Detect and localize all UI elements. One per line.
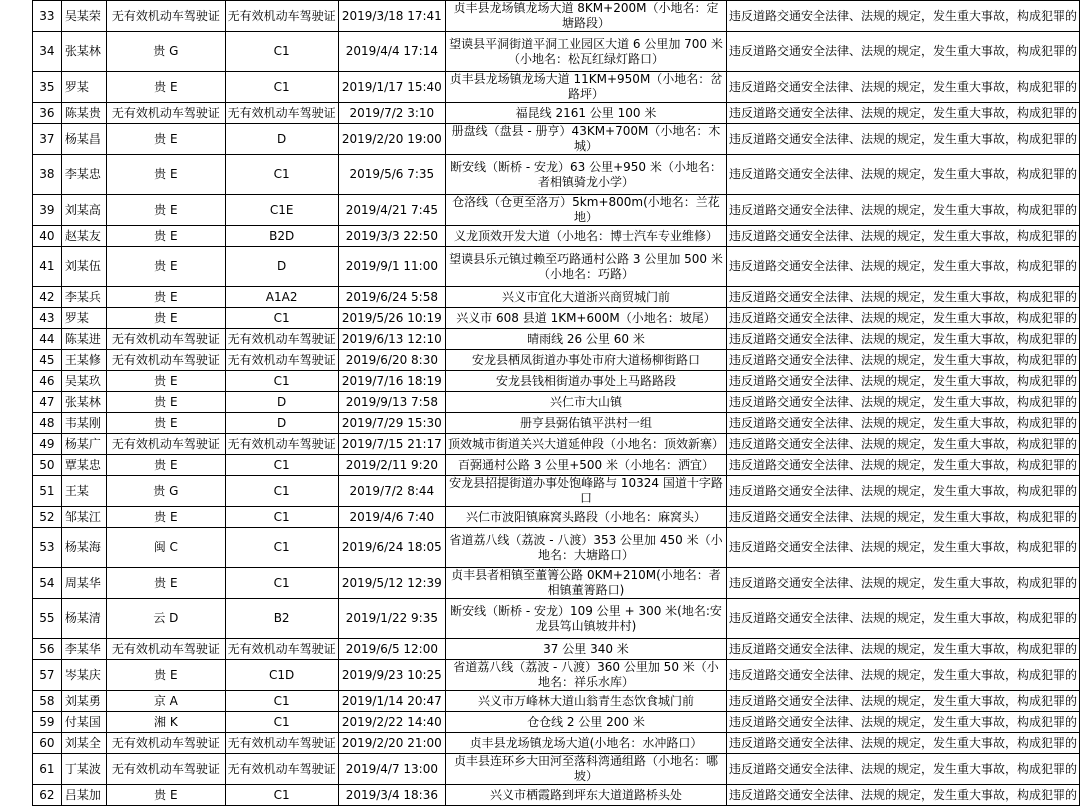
incident-time-cell: 2019/1/22 9:35 bbox=[338, 599, 445, 639]
incident-time-cell: 2019/2/20 21:00 bbox=[338, 733, 445, 754]
incident-time-cell: 2019/1/17 15:40 bbox=[338, 72, 445, 103]
license-class-cell: 无有效机动车驾驶证 bbox=[225, 103, 338, 124]
person-name-cell: 王某修 bbox=[61, 350, 106, 371]
record-number-cell: 44 bbox=[33, 329, 62, 350]
table-row bbox=[33, 476, 1080, 507]
incident-location-cell: 安龙县栖凤街道办事处市府大道杨柳街路口 bbox=[446, 350, 727, 371]
table-row bbox=[33, 308, 1080, 329]
incident-location-cell: 兴仁市波阳镇麻窝头路段（小地名：麻窝头） bbox=[446, 507, 727, 528]
incident-location-cell: 贞丰县龙场镇龙场大道 11KM+950M（小地名：岔路坪） bbox=[446, 72, 727, 103]
record-number-cell: 46 bbox=[33, 371, 62, 392]
violation-reason-cell: 违反道路交通安全法律、法规的规定，发生重大事故，构成犯罪的 bbox=[726, 528, 1079, 568]
incident-location-cell: 顶效城市街道关兴大道延伸段（小地名：顶效新寨） bbox=[446, 434, 727, 455]
incident-time-cell: 2019/4/6 7:40 bbox=[338, 507, 445, 528]
person-name-cell: 覃某忠 bbox=[61, 455, 106, 476]
incident-time-cell: 2019/9/23 10:25 bbox=[338, 660, 445, 691]
person-name-cell: 刘某勇 bbox=[61, 691, 106, 712]
record-number-cell: 58 bbox=[33, 691, 62, 712]
record-number-cell: 47 bbox=[33, 392, 62, 413]
license-class-cell: C1 bbox=[225, 155, 338, 195]
incident-time-cell: 2019/9/1 11:00 bbox=[338, 247, 445, 287]
incident-location-cell: 仓仓线 2 公里 200 米 bbox=[446, 712, 727, 733]
violation-reason-cell: 违反道路交通安全法律、法规的规定，发生重大事故，构成犯罪的 bbox=[726, 1, 1079, 32]
incident-time-cell: 2019/6/13 12:10 bbox=[338, 329, 445, 350]
violation-reason-cell: 违反道路交通安全法律、法规的规定，发生重大事故，构成犯罪的 bbox=[726, 568, 1079, 599]
table-row bbox=[33, 712, 1080, 733]
violation-reason-cell: 违反道路交通安全法律、法规的规定，发生重大事故，构成犯罪的 bbox=[726, 371, 1079, 392]
license-class-cell: C1 bbox=[225, 785, 338, 806]
person-name-cell: 邹某江 bbox=[61, 507, 106, 528]
table-row bbox=[33, 733, 1080, 754]
table-row bbox=[33, 599, 1080, 639]
person-name-cell: 吴某玖 bbox=[61, 371, 106, 392]
table-row bbox=[33, 371, 1080, 392]
license-class-cell: C1 bbox=[225, 455, 338, 476]
violation-reason-cell: 违反道路交通安全法律、法规的规定，发生重大事故，构成犯罪的 bbox=[726, 660, 1079, 691]
person-name-cell: 张某林 bbox=[61, 32, 106, 72]
person-name-cell: 李某忠 bbox=[61, 155, 106, 195]
license-class-cell: C1 bbox=[225, 507, 338, 528]
violation-reason-cell: 违反道路交通安全法律、法规的规定，发生重大事故，构成犯罪的 bbox=[726, 691, 1079, 712]
person-name-cell: 刘某高 bbox=[61, 195, 106, 226]
incident-time-cell: 2019/4/7 13:00 bbox=[338, 754, 445, 785]
record-number-cell: 55 bbox=[33, 599, 62, 639]
license-class-cell: C1 bbox=[225, 712, 338, 733]
license-class-cell: C1 bbox=[225, 528, 338, 568]
violation-reason-cell: 违反道路交通安全法律、法规的规定，发生重大事故，构成犯罪的 bbox=[726, 392, 1079, 413]
license-class-cell: 无有效机动车驾驶证 bbox=[225, 754, 338, 785]
table-row bbox=[33, 350, 1080, 371]
record-number-cell: 61 bbox=[33, 754, 62, 785]
person-name-cell: 罗某 bbox=[61, 72, 106, 103]
person-name-cell: 付某国 bbox=[61, 712, 106, 733]
license-issuer-cell: 无有效机动车驾驶证 bbox=[107, 733, 226, 754]
license-issuer-cell: 贵 E bbox=[107, 195, 226, 226]
incident-time-cell: 2019/6/20 8:30 bbox=[338, 350, 445, 371]
table-row bbox=[33, 660, 1080, 691]
violation-reason-cell: 违反道路交通安全法律、法规的规定，发生重大事故，构成犯罪的 bbox=[726, 226, 1079, 247]
incident-location-cell: 省道荔八线（荔波 - 八渡）353 公里加 450 米（小地名：大塘路口） bbox=[446, 528, 727, 568]
person-name-cell: 刘某全 bbox=[61, 733, 106, 754]
person-name-cell: 罗某 bbox=[61, 308, 106, 329]
license-class-cell: C1 bbox=[225, 32, 338, 72]
record-number-cell: 51 bbox=[33, 476, 62, 507]
license-issuer-cell: 贵 E bbox=[107, 247, 226, 287]
license-class-cell: C1 bbox=[225, 691, 338, 712]
license-class-cell: C1 bbox=[225, 476, 338, 507]
record-number-cell: 45 bbox=[33, 350, 62, 371]
incident-location-cell: 仓洛线（仓更至洛万）5km+800m(小地名：兰花地） bbox=[446, 195, 727, 226]
violation-reason-cell: 违反道路交通安全法律、法规的规定，发生重大事故，构成犯罪的 bbox=[726, 124, 1079, 155]
record-number-cell: 39 bbox=[33, 195, 62, 226]
record-number-cell: 53 bbox=[33, 528, 62, 568]
incident-location-cell: 安龙县招提街道办事处饱峰路与 10324 国道十字路口 bbox=[446, 476, 727, 507]
license-issuer-cell: 贵 G bbox=[107, 32, 226, 72]
incident-time-cell: 2019/2/20 19:00 bbox=[338, 124, 445, 155]
license-issuer-cell: 无有效机动车驾驶证 bbox=[107, 639, 226, 660]
person-name-cell: 李某兵 bbox=[61, 287, 106, 308]
license-class-cell: D bbox=[225, 124, 338, 155]
person-name-cell: 张某林 bbox=[61, 392, 106, 413]
license-issuer-cell: 贵 G bbox=[107, 476, 226, 507]
license-class-cell: A1A2 bbox=[225, 287, 338, 308]
violation-reason-cell: 违反道路交通安全法律、法规的规定，发生重大事故，构成犯罪的 bbox=[726, 434, 1079, 455]
incident-time-cell: 2019/7/16 18:19 bbox=[338, 371, 445, 392]
incident-location-cell: 贞丰县龙场镇龙场大道 8KM+200M（小地名：定塘路段） bbox=[446, 1, 727, 32]
incident-time-cell: 2019/6/24 5:58 bbox=[338, 287, 445, 308]
table-row bbox=[33, 72, 1080, 103]
table-row bbox=[33, 329, 1080, 350]
incident-location-cell: 断安线（断桥 - 安龙）109 公里 + 300 米(地名:安龙县笃山镇坡井村) bbox=[446, 599, 727, 639]
incident-location-cell: 贞丰县者相镇至董箐公路 0KM+210M(小地名：者相镇董箐路口) bbox=[446, 568, 727, 599]
person-name-cell: 杨某海 bbox=[61, 528, 106, 568]
table-row bbox=[33, 455, 1080, 476]
license-class-cell: D bbox=[225, 413, 338, 434]
license-issuer-cell: 湘 K bbox=[107, 712, 226, 733]
table-body bbox=[33, 1, 1080, 806]
person-name-cell: 李某华 bbox=[61, 639, 106, 660]
violation-reason-cell: 违反道路交通安全法律、法规的规定，发生重大事故，构成犯罪的 bbox=[726, 103, 1079, 124]
table-row bbox=[33, 528, 1080, 568]
license-issuer-cell: 贵 E bbox=[107, 308, 226, 329]
person-name-cell: 杨某广 bbox=[61, 434, 106, 455]
license-issuer-cell: 贵 E bbox=[107, 507, 226, 528]
person-name-cell: 岑某庆 bbox=[61, 660, 106, 691]
license-issuer-cell: 闽 C bbox=[107, 528, 226, 568]
record-number-cell: 60 bbox=[33, 733, 62, 754]
incident-location-cell: 册盘线（盘县 - 册亨）43KM+700M（小地名：木城） bbox=[446, 124, 727, 155]
violation-reason-cell: 违反道路交通安全法律、法规的规定，发生重大事故，构成犯罪的 bbox=[726, 247, 1079, 287]
license-issuer-cell: 无有效机动车驾驶证 bbox=[107, 350, 226, 371]
incident-location-cell: 省道荔八线（荔波 - 八渡）360 公里加 50 米（小地名：祥乐水库） bbox=[446, 660, 727, 691]
person-name-cell: 韦某刚 bbox=[61, 413, 106, 434]
incident-time-cell: 2019/5/26 10:19 bbox=[338, 308, 445, 329]
license-issuer-cell: 云 D bbox=[107, 599, 226, 639]
incident-location-cell: 37 公里 340 米 bbox=[446, 639, 727, 660]
incident-location-cell: 兴义市万峰林大道山翁青生态饮食城门前 bbox=[446, 691, 727, 712]
record-number-cell: 42 bbox=[33, 287, 62, 308]
incident-location-cell: 兴义市宜化大道浙兴商贸城门前 bbox=[446, 287, 727, 308]
incident-time-cell: 2019/6/5 12:00 bbox=[338, 639, 445, 660]
incident-time-cell: 2019/4/4 17:14 bbox=[338, 32, 445, 72]
violation-reason-cell: 违反道路交通安全法律、法规的规定，发生重大事故，构成犯罪的 bbox=[726, 287, 1079, 308]
license-class-cell: 无有效机动车驾驶证 bbox=[225, 350, 338, 371]
violation-reason-cell: 违反道路交通安全法律、法规的规定，发生重大事故，构成犯罪的 bbox=[726, 195, 1079, 226]
license-issuer-cell: 贵 E bbox=[107, 413, 226, 434]
license-class-cell: 无有效机动车驾驶证 bbox=[225, 639, 338, 660]
record-number-cell: 56 bbox=[33, 639, 62, 660]
license-issuer-cell: 贵 E bbox=[107, 124, 226, 155]
table-row bbox=[33, 434, 1080, 455]
person-name-cell: 刘某伍 bbox=[61, 247, 106, 287]
record-number-cell: 48 bbox=[33, 413, 62, 434]
license-issuer-cell: 无有效机动车驾驶证 bbox=[107, 103, 226, 124]
table-row bbox=[33, 392, 1080, 413]
license-class-cell: D bbox=[225, 247, 338, 287]
person-name-cell: 丁某波 bbox=[61, 754, 106, 785]
violation-reason-cell: 违反道路交通安全法律、法规的规定，发生重大事故，构成犯罪的 bbox=[726, 785, 1079, 806]
license-class-cell: 无有效机动车驾驶证 bbox=[225, 1, 338, 32]
record-number-cell: 36 bbox=[33, 103, 62, 124]
table-row bbox=[33, 568, 1080, 599]
violation-reason-cell: 违反道路交通安全法律、法规的规定，发生重大事故，构成犯罪的 bbox=[726, 507, 1079, 528]
license-issuer-cell: 无有效机动车驾驶证 bbox=[107, 754, 226, 785]
table-row bbox=[33, 413, 1080, 434]
license-issuer-cell: 无有效机动车驾驶证 bbox=[107, 329, 226, 350]
record-number-cell: 37 bbox=[33, 124, 62, 155]
violation-reason-cell: 违反道路交通安全法律、法规的规定，发生重大事故，构成犯罪的 bbox=[726, 599, 1079, 639]
license-class-cell: B2D bbox=[225, 226, 338, 247]
incident-location-cell: 贞丰县龙场镇龙场大道(小地名：水冲路口） bbox=[446, 733, 727, 754]
incident-time-cell: 2019/6/24 18:05 bbox=[338, 528, 445, 568]
record-number-cell: 40 bbox=[33, 226, 62, 247]
table-row bbox=[33, 195, 1080, 226]
violation-reason-cell: 违反道路交通安全法律、法规的规定，发生重大事故，构成犯罪的 bbox=[726, 754, 1079, 785]
record-number-cell: 52 bbox=[33, 507, 62, 528]
incident-time-cell: 2019/3/18 17:41 bbox=[338, 1, 445, 32]
record-number-cell: 33 bbox=[33, 1, 62, 32]
incident-location-cell: 晴雨线 26 公里 60 米 bbox=[446, 329, 727, 350]
person-name-cell: 吕某加 bbox=[61, 785, 106, 806]
license-issuer-cell: 贵 E bbox=[107, 392, 226, 413]
license-issuer-cell: 贵 E bbox=[107, 785, 226, 806]
record-number-cell: 38 bbox=[33, 155, 62, 195]
violation-reason-cell: 违反道路交通安全法律、法规的规定，发生重大事故，构成犯罪的 bbox=[726, 329, 1079, 350]
license-issuer-cell: 贵 E bbox=[107, 660, 226, 691]
incident-time-cell: 2019/2/22 14:40 bbox=[338, 712, 445, 733]
license-issuer-cell: 京 A bbox=[107, 691, 226, 712]
license-issuer-cell: 无有效机动车驾驶证 bbox=[107, 1, 226, 32]
incident-location-cell: 福昆线 2161 公里 100 米 bbox=[446, 103, 727, 124]
violation-reason-cell: 违反道路交通安全法律、法规的规定，发生重大事故，构成犯罪的 bbox=[726, 476, 1079, 507]
record-number-cell: 35 bbox=[33, 72, 62, 103]
license-class-cell: C1 bbox=[225, 72, 338, 103]
incident-time-cell: 2019/7/15 21:17 bbox=[338, 434, 445, 455]
table-row bbox=[33, 1, 1080, 32]
license-class-cell: C1 bbox=[225, 568, 338, 599]
violation-reason-cell: 违反道路交通安全法律、法规的规定，发生重大事故，构成犯罪的 bbox=[726, 455, 1079, 476]
license-issuer-cell: 贵 E bbox=[107, 568, 226, 599]
license-issuer-cell: 贵 E bbox=[107, 455, 226, 476]
license-class-cell: C1D bbox=[225, 660, 338, 691]
table-row bbox=[33, 124, 1080, 155]
violation-reason-cell: 违反道路交通安全法律、法规的规定，发生重大事故，构成犯罪的 bbox=[726, 155, 1079, 195]
table-row bbox=[33, 287, 1080, 308]
license-issuer-cell: 贵 E bbox=[107, 226, 226, 247]
record-number-cell: 54 bbox=[33, 568, 62, 599]
incident-time-cell: 2019/1/14 20:47 bbox=[338, 691, 445, 712]
incident-time-cell: 2019/7/2 3:10 bbox=[338, 103, 445, 124]
record-number-cell: 57 bbox=[33, 660, 62, 691]
license-class-cell: D bbox=[225, 392, 338, 413]
violation-reason-cell: 违反道路交通安全法律、法规的规定，发生重大事故，构成犯罪的 bbox=[726, 32, 1079, 72]
person-name-cell: 陈某进 bbox=[61, 329, 106, 350]
record-number-cell: 49 bbox=[33, 434, 62, 455]
violation-reason-cell: 违反道路交通安全法律、法规的规定，发生重大事故，构成犯罪的 bbox=[726, 308, 1079, 329]
incident-time-cell: 2019/3/3 22:50 bbox=[338, 226, 445, 247]
incident-location-cell: 贞丰县连环乡大田河至落科湾通组路（小地名：哪坡） bbox=[446, 754, 727, 785]
violation-record-table bbox=[32, 0, 1080, 806]
license-issuer-cell: 无有效机动车驾驶证 bbox=[107, 434, 226, 455]
person-name-cell: 王某 bbox=[61, 476, 106, 507]
person-name-cell: 赵某友 bbox=[61, 226, 106, 247]
incident-location-cell: 册亨县弼佑镇平洪村一组 bbox=[446, 413, 727, 434]
table-row bbox=[33, 32, 1080, 72]
table-row bbox=[33, 155, 1080, 195]
incident-time-cell: 2019/3/4 18:36 bbox=[338, 785, 445, 806]
license-class-cell: 无有效机动车驾驶证 bbox=[225, 329, 338, 350]
license-class-cell: C1E bbox=[225, 195, 338, 226]
license-class-cell: C1 bbox=[225, 371, 338, 392]
license-issuer-cell: 贵 E bbox=[107, 155, 226, 195]
incident-time-cell: 2019/4/21 7:45 bbox=[338, 195, 445, 226]
incident-location-cell: 兴仁市大山镇 bbox=[446, 392, 727, 413]
record-number-cell: 59 bbox=[33, 712, 62, 733]
incident-time-cell: 2019/2/11 9:20 bbox=[338, 455, 445, 476]
license-issuer-cell: 贵 E bbox=[107, 371, 226, 392]
record-number-cell: 41 bbox=[33, 247, 62, 287]
person-name-cell: 杨某清 bbox=[61, 599, 106, 639]
violation-reason-cell: 违反道路交通安全法律、法规的规定，发生重大事故，构成犯罪的 bbox=[726, 712, 1079, 733]
incident-location-cell: 断安线（断桥 - 安龙）63 公里+950 米（小地名：者相镇骑龙小学） bbox=[446, 155, 727, 195]
incident-location-cell: 望谟县平洞街道平洞工业园区大道 6 公里加 700 米（小地名：松瓦红绿灯路口） bbox=[446, 32, 727, 72]
license-class-cell: C1 bbox=[225, 308, 338, 329]
violation-reason-cell: 违反道路交通安全法律、法规的规定，发生重大事故，构成犯罪的 bbox=[726, 639, 1079, 660]
incident-time-cell: 2019/7/2 8:44 bbox=[338, 476, 445, 507]
violation-reason-cell: 违反道路交通安全法律、法规的规定，发生重大事故，构成犯罪的 bbox=[726, 350, 1079, 371]
table-row bbox=[33, 226, 1080, 247]
violation-reason-cell: 违反道路交通安全法律、法规的规定，发生重大事故，构成犯罪的 bbox=[726, 733, 1079, 754]
table-row bbox=[33, 754, 1080, 785]
incident-time-cell: 2019/5/6 7:35 bbox=[338, 155, 445, 195]
incident-time-cell: 2019/9/13 7:58 bbox=[338, 392, 445, 413]
record-number-cell: 43 bbox=[33, 308, 62, 329]
incident-location-cell: 兴义市栖霞路到坪东大道道路桥头处 bbox=[446, 785, 727, 806]
table-row bbox=[33, 691, 1080, 712]
incident-time-cell: 2019/5/12 12:39 bbox=[338, 568, 445, 599]
person-name-cell: 陈某贵 bbox=[61, 103, 106, 124]
table-row bbox=[33, 639, 1080, 660]
license-class-cell: 无有效机动车驾驶证 bbox=[225, 434, 338, 455]
record-number-cell: 62 bbox=[33, 785, 62, 806]
license-issuer-cell: 贵 E bbox=[107, 72, 226, 103]
table-row bbox=[33, 785, 1080, 806]
record-number-cell: 50 bbox=[33, 455, 62, 476]
license-issuer-cell: 贵 E bbox=[107, 287, 226, 308]
person-name-cell: 杨某昌 bbox=[61, 124, 106, 155]
table-row bbox=[33, 103, 1080, 124]
incident-location-cell: 安龙县钱相街道办事处上马路路段 bbox=[446, 371, 727, 392]
incident-time-cell: 2019/7/29 15:30 bbox=[338, 413, 445, 434]
incident-location-cell: 百弼通村公路 3 公里+500 米（小地名：洒宜） bbox=[446, 455, 727, 476]
violation-reason-cell: 违反道路交通安全法律、法规的规定，发生重大事故，构成犯罪的 bbox=[726, 72, 1079, 103]
person-name-cell: 吴某荣 bbox=[61, 1, 106, 32]
license-class-cell: B2 bbox=[225, 599, 338, 639]
incident-location-cell: 望谟县乐元镇过赖至巧路通村公路 3 公里加 500 米（小地名：巧路） bbox=[446, 247, 727, 287]
violation-reason-cell: 违反道路交通安全法律、法规的规定，发生重大事故，构成犯罪的 bbox=[726, 413, 1079, 434]
record-number-cell: 34 bbox=[33, 32, 62, 72]
table-row bbox=[33, 507, 1080, 528]
license-class-cell: 无有效机动车驾驶证 bbox=[225, 733, 338, 754]
incident-location-cell: 义龙顶效开发大道（小地名：博士汽车专业维修） bbox=[446, 226, 727, 247]
incident-location-cell: 兴义市 608 县道 1KM+600M（小地名：坡尾） bbox=[446, 308, 727, 329]
person-name-cell: 周某华 bbox=[61, 568, 106, 599]
table-row bbox=[33, 247, 1080, 287]
